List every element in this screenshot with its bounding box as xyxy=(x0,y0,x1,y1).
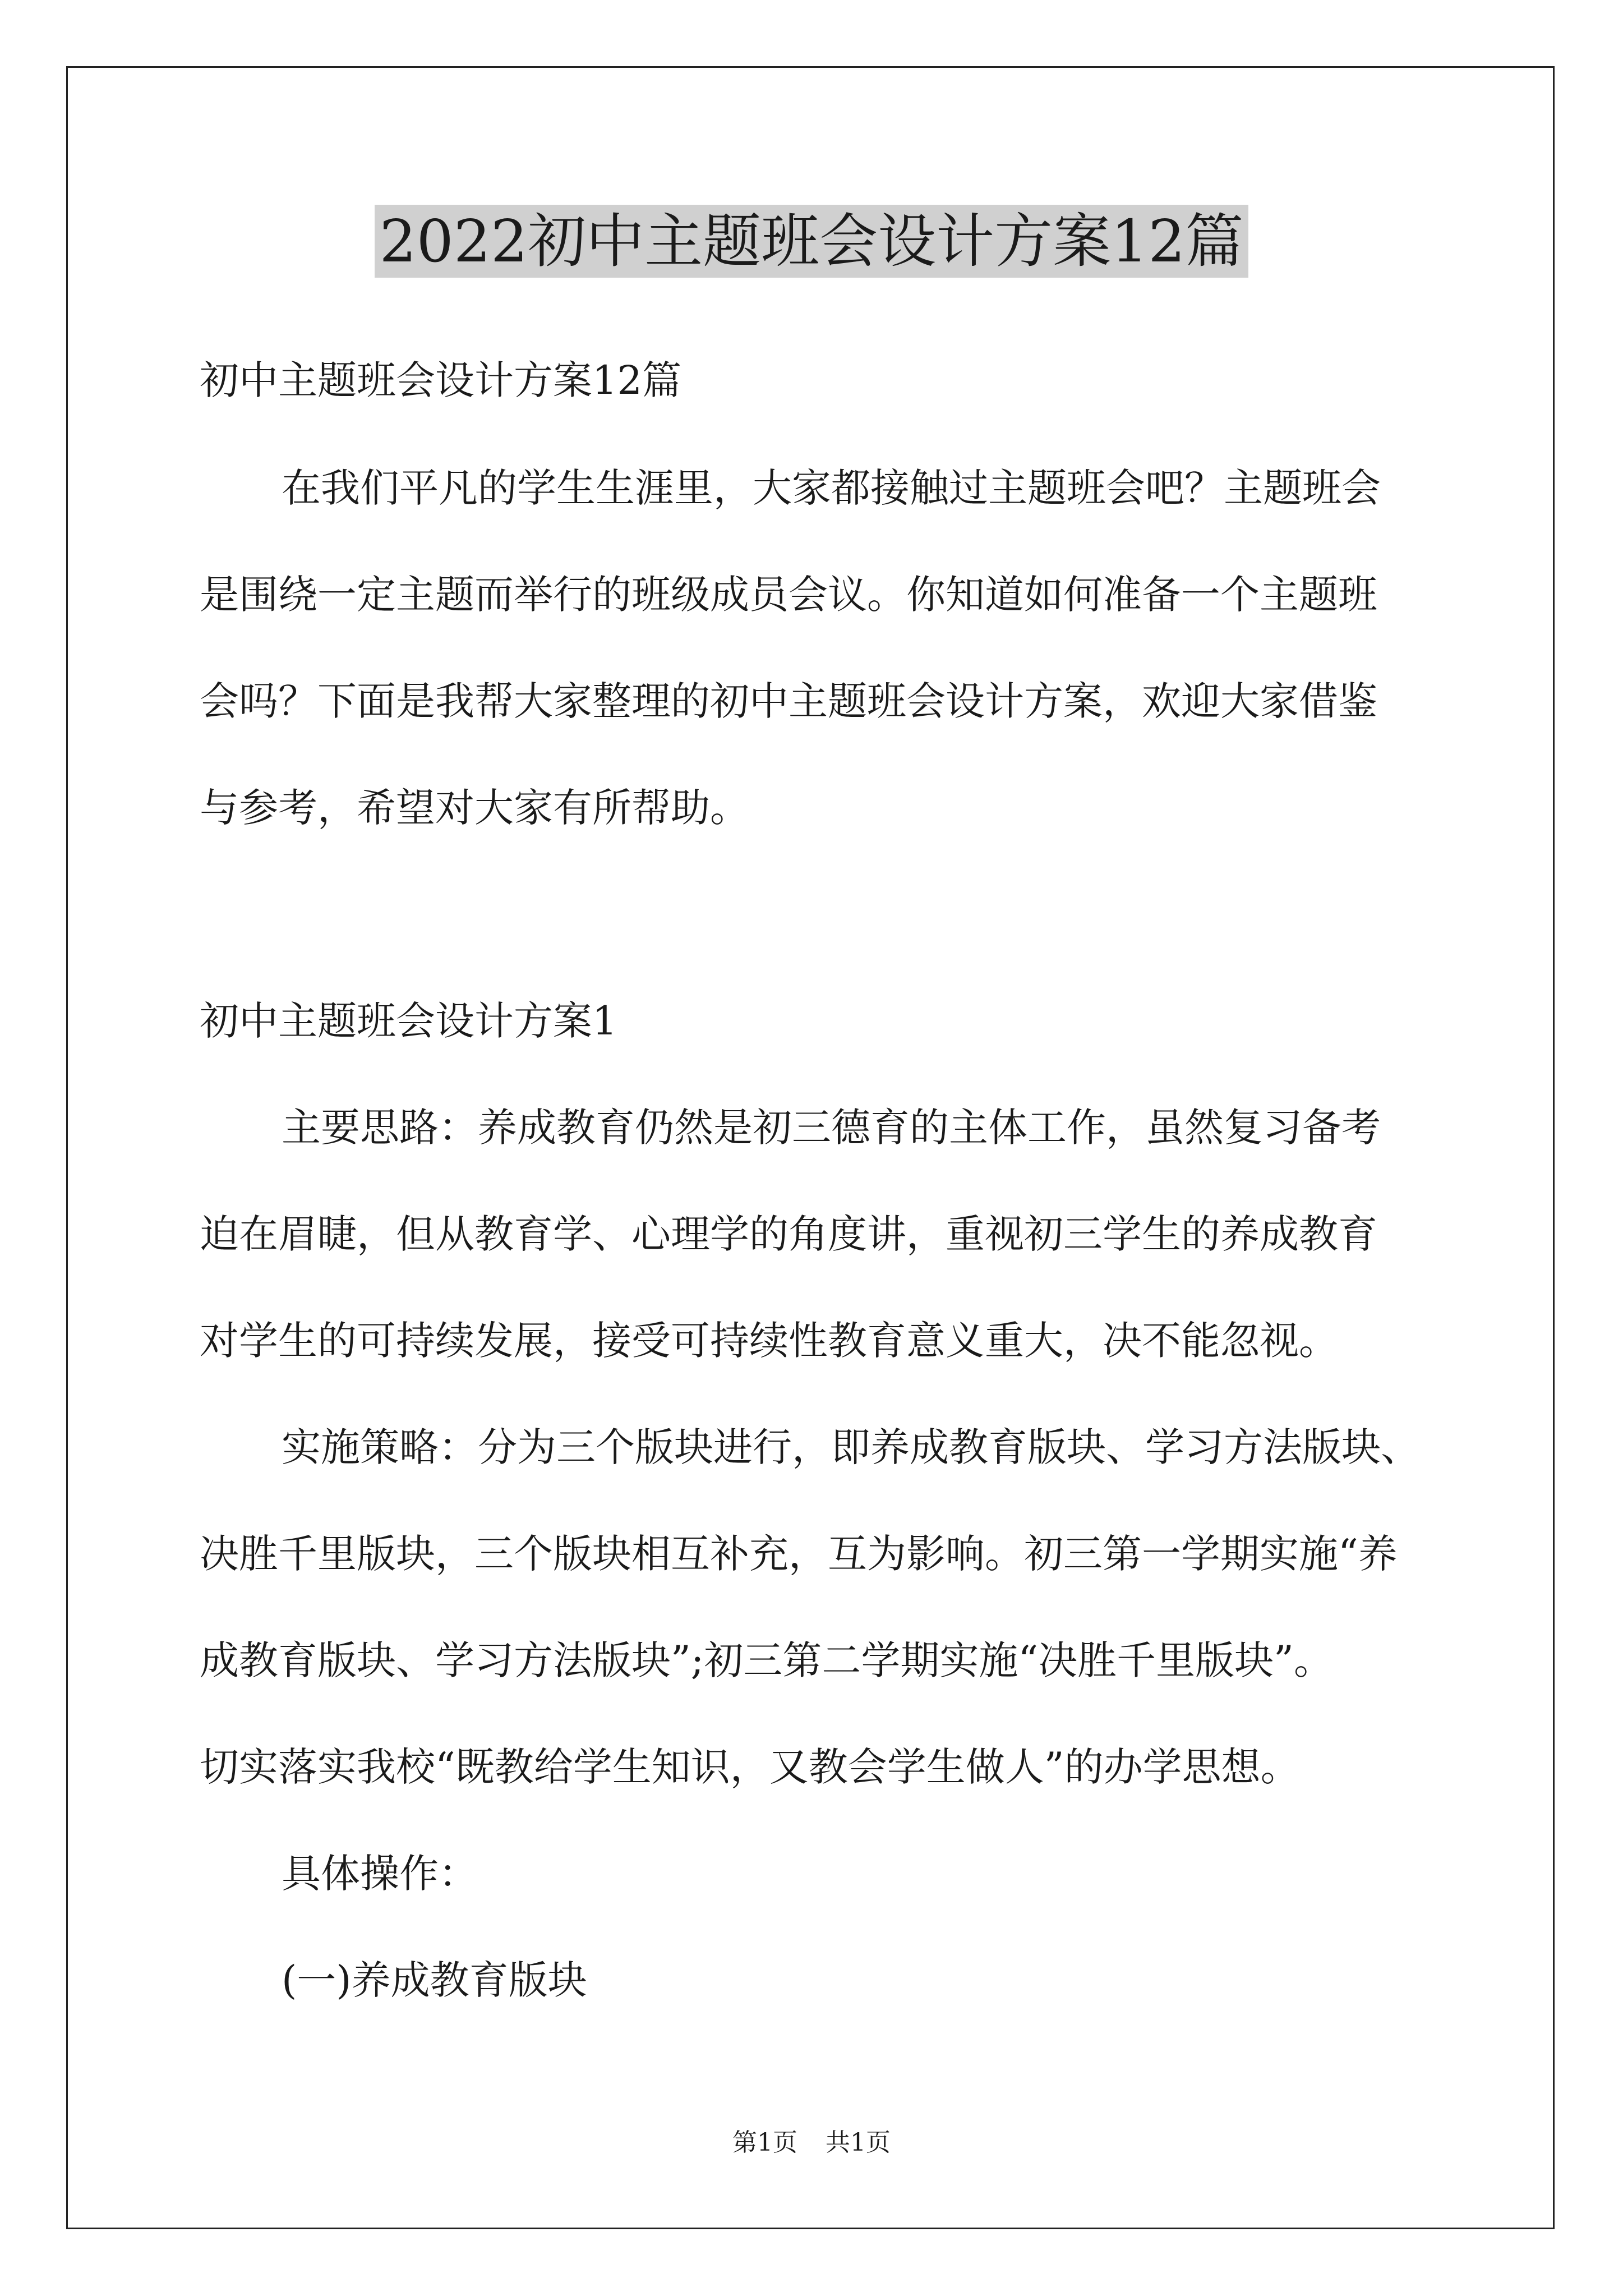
body-line: 切实落实我校“既教给学生知识，又教会学生做人”的办学思想。 xyxy=(200,1744,1300,1790)
body-line: 实施策略：分为三个版块进行，即养成教育版块、学习方法版块、 xyxy=(282,1424,1420,1470)
body-line: (一)养成教育版块 xyxy=(282,1957,587,2003)
body-line: 在我们平凡的学生生涯里，大家都接触过主题班会吧？主题班会 xyxy=(282,465,1381,511)
page-current: 第1页 xyxy=(732,2128,797,2157)
subtitle-line: 初中主题班会设计方案12篇 xyxy=(200,357,682,403)
section-heading: 初中主题班会设计方案1 xyxy=(200,998,617,1044)
body-line: 决胜千里版块，三个版块相互补充，互为影响。初三第一学期实施“养 xyxy=(200,1531,1398,1577)
body-line: 对学生的可持续发展，接受可持续性教育意义重大，决不能忽视。 xyxy=(200,1318,1338,1364)
body-line: 主要思路：养成教育仍然是初三德育的主体工作，虽然复习备考 xyxy=(282,1105,1381,1151)
body-line: 成教育版块、学习方法版块”;初三第二学期实施“决胜千里版块”。 xyxy=(200,1637,1333,1683)
page-footer xyxy=(0,2126,1623,2160)
body-line: 是围绕一定主题而举行的班级成员会议。你知道如何准备一个主题班 xyxy=(200,572,1377,618)
document-title: 2022初中主题班会设计方案12篇 xyxy=(375,205,1248,278)
body-line: 具体操作： xyxy=(282,1851,478,1897)
body-line: 会吗？下面是我帮大家整理的初中主题班会设计方案，欢迎大家借鉴 xyxy=(200,678,1377,724)
page-total: 共1页 xyxy=(826,2128,891,2157)
body-line: 迫在眉睫，但从教育学、心理学的角度讲，重视初三学生的养成教育 xyxy=(200,1211,1377,1257)
body-line: 与参考，希望对大家有所帮助。 xyxy=(200,785,749,831)
title-container xyxy=(0,205,1623,278)
